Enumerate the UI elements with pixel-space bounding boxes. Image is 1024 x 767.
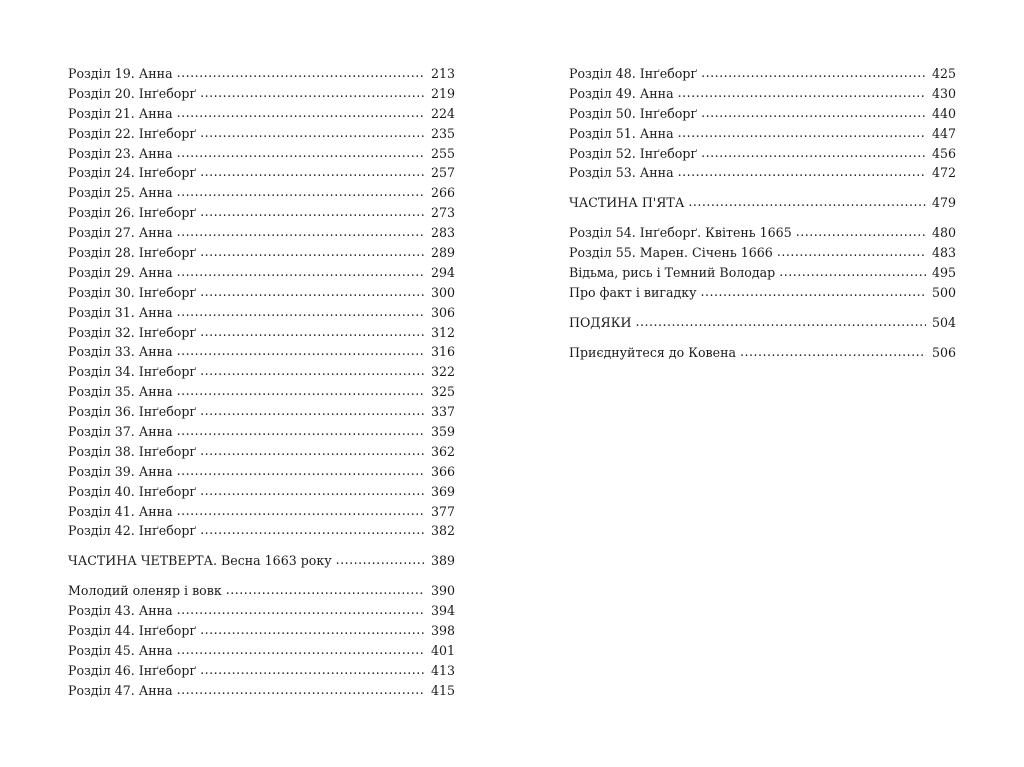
entry-title: Розділ 21. Анна — [68, 105, 173, 121]
toc-entry[interactable] — [68, 163, 455, 183]
entry-title: Розділ 23. Анна — [68, 145, 173, 161]
entry-title: Розділ 33. Анна — [68, 344, 173, 360]
entry-page: 500 — [931, 284, 956, 300]
entry-title: ЧАСТИНА П'ЯТА — [569, 195, 685, 211]
leader-dots — [200, 660, 425, 680]
toc-entry[interactable] — [569, 144, 956, 164]
leader-dots — [200, 620, 425, 640]
toc-entry[interactable] — [68, 342, 455, 362]
entry-title: Про факт і вигадку — [569, 284, 697, 300]
entry-title: Розділ 29. Анна — [68, 264, 173, 280]
entry-page: 506 — [931, 344, 956, 360]
entry-page: 430 — [931, 85, 956, 101]
leader-dots — [177, 421, 425, 441]
entry-page: 495 — [931, 265, 956, 281]
entry-title: Розділ 25. Анна — [68, 185, 173, 201]
toc-entry[interactable] — [68, 362, 455, 382]
entry-title: Розділ 42. Інґеборґ — [68, 523, 197, 539]
leader-dots — [177, 262, 425, 282]
entry-title: Розділ 55. Марен. Січень 1666 — [569, 245, 773, 261]
entry-page: 479 — [931, 195, 956, 211]
toc-entry[interactable] — [569, 263, 956, 283]
leader-dots — [796, 222, 926, 242]
toc-entry[interactable] — [569, 84, 956, 104]
toc-entry[interactable] — [68, 84, 455, 104]
entry-page: 382 — [430, 523, 455, 539]
entry-title: Розділ 37. Анна — [68, 424, 173, 440]
toc-entry[interactable] — [68, 482, 455, 502]
toc-part-heading[interactable] — [569, 313, 956, 333]
entry-title: Розділ 39. Анна — [68, 463, 173, 479]
entry-page: 390 — [430, 583, 455, 599]
leader-dots — [200, 162, 425, 182]
entry-title: Розділ 28. Інґеборґ — [68, 245, 197, 261]
leader-dots — [701, 282, 926, 302]
entry-title: ЧАСТИНА ЧЕТВЕРТА. Весна 1663 року — [68, 553, 332, 569]
toc-part-heading[interactable] — [68, 551, 455, 571]
entry-page: 273 — [430, 205, 455, 221]
entry-title: Молодий оленяр і вовк — [68, 583, 222, 599]
toc-entry[interactable] — [68, 263, 455, 283]
leader-dots — [177, 103, 425, 123]
entry-title: Розділ 46. Інґеборґ — [68, 662, 197, 678]
entry-title: Розділ 19. Анна — [68, 66, 173, 81]
entry-title: Розділ 32. Інґеборґ — [68, 324, 197, 340]
entry-page: 289 — [430, 245, 455, 261]
entry-title: Розділ 44. Інґеборґ — [68, 623, 197, 639]
leader-dots — [779, 262, 926, 282]
toc-entry[interactable] — [68, 144, 455, 164]
leader-dots — [200, 242, 425, 262]
leader-dots — [678, 162, 926, 182]
entry-title: Розділ 24. Інґеборґ — [68, 165, 197, 181]
leader-dots — [177, 182, 425, 202]
entry-page: 235 — [430, 125, 455, 141]
entry-page: 394 — [430, 603, 455, 619]
leader-dots — [200, 322, 425, 342]
leader-dots — [200, 520, 425, 540]
entry-page: 480 — [931, 225, 956, 241]
entry-page: 415 — [430, 682, 455, 698]
entry-title: Розділ 30. Інґеборґ — [68, 284, 197, 300]
toc-entry[interactable] — [569, 64, 956, 84]
entry-page: 483 — [931, 245, 956, 261]
entry-page: 366 — [430, 463, 455, 479]
toc-entry[interactable] — [68, 104, 455, 124]
leader-dots — [635, 312, 926, 332]
entry-page: 219 — [430, 85, 455, 101]
toc-entry[interactable] — [68, 402, 455, 422]
leader-dots — [777, 242, 926, 262]
leader-dots — [200, 202, 425, 222]
entry-title: Розділ 34. Інґеборґ — [68, 364, 197, 380]
toc-entry[interactable] — [569, 343, 956, 363]
leader-dots — [177, 501, 425, 521]
leader-dots — [200, 481, 425, 501]
entry-page: 359 — [430, 424, 455, 440]
leader-dots — [177, 640, 425, 660]
toc-entry[interactable] — [68, 223, 455, 243]
entry-page: 322 — [430, 364, 455, 380]
toc-entry[interactable] — [68, 601, 455, 621]
toc-entry[interactable] — [68, 661, 455, 681]
toc-entry[interactable] — [68, 641, 455, 661]
entry-page: 266 — [430, 185, 455, 201]
leader-dots — [177, 600, 425, 620]
leader-dots — [688, 192, 926, 212]
entry-page: 425 — [931, 66, 956, 81]
leader-dots — [177, 302, 425, 322]
toc-entry[interactable] — [68, 621, 455, 641]
entry-page: 325 — [430, 384, 455, 400]
entry-title: Розділ 40. Інґеборґ — [68, 483, 197, 499]
entry-title: Розділ 43. Анна — [68, 603, 173, 619]
toc-entry[interactable] — [68, 243, 455, 263]
leader-dots — [177, 143, 425, 163]
toc-entry[interactable] — [68, 283, 455, 303]
toc-entry[interactable] — [68, 502, 455, 522]
entry-title: Розділ 51. Анна — [569, 125, 674, 141]
toc-right-column — [569, 64, 956, 363]
toc-entry[interactable] — [68, 521, 455, 541]
entry-title: Відьма, рись і Темний Володар — [569, 265, 776, 281]
toc-entry[interactable] — [68, 422, 455, 442]
entry-title: Розділ 45. Анна — [68, 642, 173, 658]
entry-title: Розділ 41. Анна — [68, 503, 173, 519]
leader-dots — [740, 342, 926, 362]
entry-page: 213 — [430, 66, 455, 81]
toc-entry[interactable] — [569, 163, 956, 183]
entry-page: 401 — [430, 642, 455, 658]
leader-dots — [200, 83, 425, 103]
entry-title: Приєднуйтеся до Ковена — [569, 344, 736, 360]
toc-entry[interactable] — [569, 283, 956, 303]
toc-entry[interactable] — [68, 581, 455, 601]
entry-page: 413 — [430, 662, 455, 678]
entry-page: 440 — [931, 105, 956, 121]
entry-page: 306 — [430, 304, 455, 320]
entry-page: 472 — [931, 165, 956, 181]
entry-title: Розділ 26. Інґеборґ — [68, 205, 197, 221]
entry-page: 337 — [430, 404, 455, 420]
toc-entry[interactable] — [68, 442, 455, 462]
toc-entry[interactable] — [569, 104, 956, 124]
toc-part-heading[interactable] — [569, 193, 956, 213]
leader-dots — [226, 580, 425, 600]
toc-entry[interactable] — [68, 681, 455, 701]
entry-page: 283 — [430, 225, 455, 241]
toc-entry[interactable] — [569, 223, 956, 243]
entry-page: 456 — [931, 145, 956, 161]
entry-page: 398 — [430, 623, 455, 639]
entry-page: 447 — [931, 125, 956, 141]
entry-title: Розділ 49. Анна — [569, 85, 674, 101]
entry-title: Розділ 48. Інґеборґ — [569, 66, 698, 81]
entry-title: Розділ 35. Анна — [68, 384, 173, 400]
entry-title: Розділ 38. Інґеборґ — [68, 443, 197, 459]
leader-dots — [177, 63, 425, 83]
leader-dots — [678, 83, 926, 103]
entry-page: 300 — [430, 284, 455, 300]
entry-page: 362 — [430, 443, 455, 459]
leader-dots — [177, 680, 425, 700]
leader-dots — [177, 222, 425, 242]
entry-title: Розділ 22. Інґеборґ — [68, 125, 197, 141]
toc-entry[interactable] — [68, 183, 455, 203]
entry-page: 377 — [430, 503, 455, 519]
toc-entry[interactable] — [68, 124, 455, 144]
entry-page: 316 — [430, 344, 455, 360]
leader-dots — [177, 461, 425, 481]
toc-entry[interactable] — [68, 203, 455, 223]
leader-dots — [200, 282, 425, 302]
leader-dots — [177, 341, 425, 361]
entry-title: Розділ 27. Анна — [68, 225, 173, 241]
toc-entry[interactable] — [569, 243, 956, 263]
leader-dots — [701, 143, 926, 163]
entry-page: 255 — [430, 145, 455, 161]
entry-page: 312 — [430, 324, 455, 340]
leader-dots — [200, 401, 425, 421]
leader-dots — [701, 63, 926, 83]
toc-entry[interactable] — [68, 382, 455, 402]
toc-entry[interactable] — [68, 64, 455, 84]
leader-dots — [678, 123, 926, 143]
leader-dots — [701, 103, 926, 123]
entry-page: 389 — [430, 553, 455, 569]
entry-title: Розділ 20. Інґеборґ — [68, 85, 197, 101]
entry-title: Розділ 52. Інґеборґ — [569, 145, 698, 161]
leader-dots — [177, 381, 425, 401]
toc-entry[interactable] — [569, 124, 956, 144]
entry-title: Розділ 31. Анна — [68, 304, 173, 320]
entry-title: ПОДЯКИ — [569, 314, 632, 330]
entry-page: 504 — [931, 314, 956, 330]
toc-entry[interactable] — [68, 323, 455, 343]
entry-page: 257 — [430, 165, 455, 181]
entry-page: 224 — [430, 105, 455, 121]
entry-page: 294 — [430, 264, 455, 280]
toc-entry[interactable] — [68, 462, 455, 482]
entry-title: Розділ 47. Анна — [68, 682, 173, 698]
toc-entry[interactable] — [68, 303, 455, 323]
leader-dots — [200, 123, 425, 143]
entry-title: Розділ 36. Інґеборґ — [68, 404, 197, 420]
entry-title: Розділ 54. Інґеборґ. Квітень 1665 — [569, 225, 792, 241]
entry-title: Розділ 53. Анна — [569, 165, 674, 181]
entry-page: 369 — [430, 483, 455, 499]
toc-left-column — [68, 64, 455, 701]
entry-title: Розділ 50. Інґеборґ — [569, 105, 698, 121]
leader-dots — [336, 550, 425, 570]
leader-dots — [200, 441, 425, 461]
leader-dots — [200, 361, 425, 381]
